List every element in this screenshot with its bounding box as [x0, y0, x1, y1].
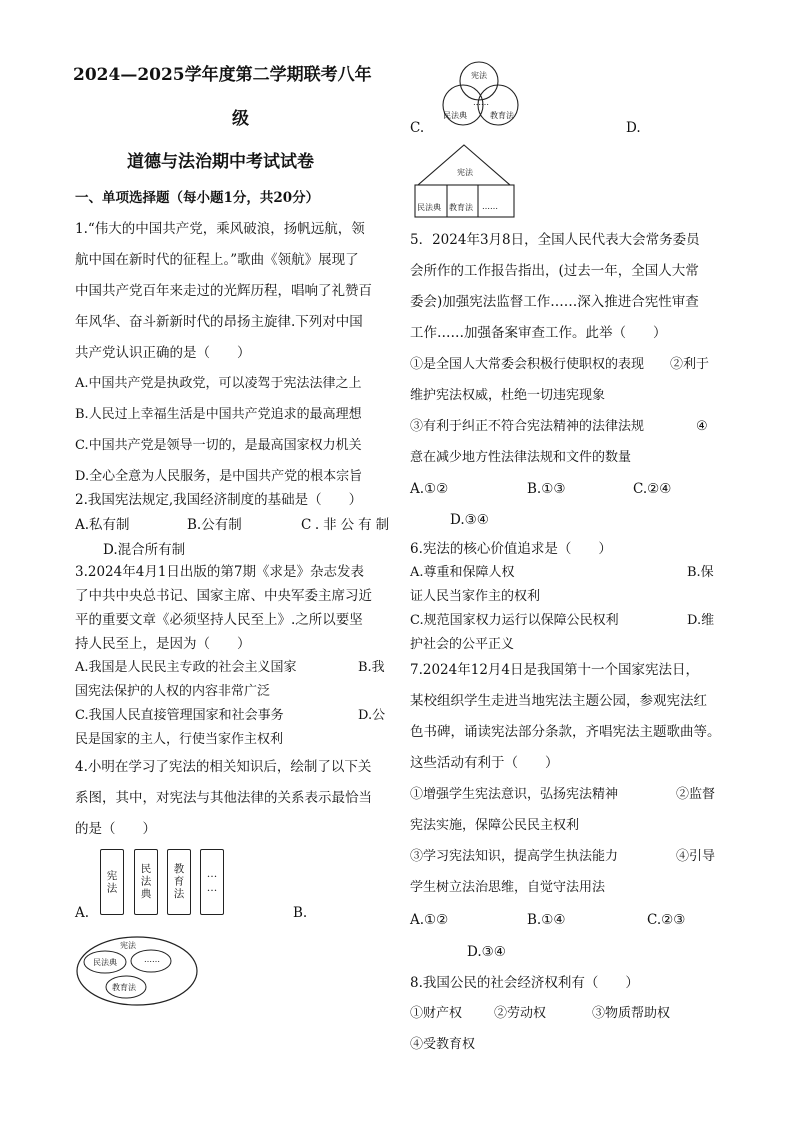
q1-stem-line: 航中国在新时代的征程上。”歌曲《领航》展现了 — [75, 252, 359, 268]
q5-stem-line: 5．2024年3月8日，全国人民代表大会常务委员 — [410, 232, 700, 248]
q4-d-others: …… — [482, 202, 498, 211]
q2-option-a: A.私有制 — [75, 517, 130, 533]
q4-c-constitution: 宪法 — [471, 71, 487, 80]
q7-statement-2: ②监督 — [676, 787, 716, 802]
q4-diagram-b — [75, 935, 199, 1007]
q8-statement-1: ①财产权 — [410, 1006, 463, 1021]
q2-option-c: C.非公有制 — [301, 517, 394, 533]
q4-option-b-label: B. — [293, 905, 308, 921]
q5-stem-line: 工作……加强备案审查工作。此举（ ） — [410, 325, 667, 341]
q1-option-c: C.中国共产党是领导一切的，是最高国家权力机关 — [75, 438, 362, 453]
q7-option-d: D.③④ — [467, 944, 506, 960]
q8-statement-4: ④受教育权 — [410, 1037, 476, 1052]
q4-d-constitution: 宪法 — [457, 168, 473, 177]
q1-option-d: D.全心全意为人民服务，是中国共产党的根本宗旨 — [75, 469, 363, 484]
q1-stem-line: 年风华、奋斗新新时代的昂扬主旋律.下列对中国 — [75, 314, 363, 330]
q1-stem-line: 1.“伟大的中国共产党，乘风破浪，扬帆远航，领 — [75, 221, 365, 237]
q7-option-b: B.①④ — [527, 912, 566, 928]
q1-stem-line: 共产党认识正确的是（ ） — [75, 345, 251, 361]
q4-c-education-law: 教育法 — [490, 111, 514, 120]
q8-statement-3: ③物质帮助权 — [592, 1006, 671, 1021]
q4-b-education-law: 教育法 — [112, 983, 136, 992]
q6-option-b: B.保 — [687, 565, 714, 580]
q4-d-education-law: 教育法 — [449, 203, 473, 212]
q3-option-d-cont: 民是国家的主人，行使当家作主权利 — [75, 732, 284, 747]
q5-option-a: A.①② — [410, 481, 449, 497]
q4-d-civil-code: 民法典 — [417, 203, 441, 212]
exam-title-line2: 级 — [232, 109, 249, 129]
exam-subtitle: 道德与法治期中考试试卷 — [127, 152, 314, 172]
q5-statement-3: ③有利于纠正不符合宪法精神的法律法规 — [410, 419, 645, 434]
q2-option-b: B.公有制 — [187, 517, 242, 533]
q4-box-others: …… — [200, 849, 224, 915]
q5-statement-2: ②利于 — [670, 357, 710, 372]
q7-statement-2-cont: 宪法实施，保障公民民主权利 — [410, 818, 580, 833]
q4-stem-line: 系图，其中，对宪法与其他法律的关系表示最恰当 — [75, 790, 372, 806]
q3-stem-line: 平的重要文章《必须坚持人民至上》.之所以要坚 — [75, 612, 363, 628]
q3-option-a: A.我国是人民民主专政的社会主义国家 — [75, 660, 297, 675]
q7-statement-1: ①增强学生宪法意识，弘扬宪法精神 — [410, 787, 619, 802]
q7-statement-3: ③学习宪法知识，提高学生执法能力 — [410, 849, 619, 864]
q5-option-d: D.③④ — [450, 512, 489, 528]
q8-stem: 8.我国公民的社会经济权利有（ ） — [410, 975, 639, 991]
q6-option-d: D.维 — [687, 613, 715, 628]
q3-stem-line: 了中共中央总书记、国家主席、中央军委主席习近 — [75, 588, 372, 604]
q4-stem-line: 4.小明在学习了宪法的相关知识后，绘制了以下关 — [75, 759, 372, 775]
q7-option-a: A.①② — [410, 912, 449, 928]
q5-option-c: C.②④ — [633, 481, 672, 497]
q6-option-d-cont: 护社会的公平正义 — [410, 637, 515, 652]
q3-option-c: C.我国人民直接管理国家和社会事务 — [75, 708, 284, 723]
q5-stem-line: 委会)加强宪法监督工作……深入推进合宪性审查 — [410, 294, 699, 310]
q4-box-constitution: 宪法 — [100, 849, 124, 915]
q4-box-education-law: 教育法 — [167, 849, 191, 915]
q5-stem-line: 会所作的工作报告指出，(过去一年，全国人大常 — [410, 263, 699, 279]
q3-option-b-cont: 国宪法保护的人权的内容非常广泛 — [75, 684, 271, 699]
q2-option-d: D.混合所有制 — [103, 542, 186, 558]
q5-option-b: B.①③ — [527, 481, 566, 497]
q4-option-a-label: A. — [75, 905, 90, 921]
q6-option-a: A.尊重和保障人权 — [410, 565, 515, 580]
q1-option-b: B.人民过上幸福生活是中国共产党追求的最高理想 — [75, 407, 362, 422]
q8-statement-2: ②劳动权 — [494, 1006, 547, 1021]
q2-stem: 2.我国宪法规定,我国经济制度的基础是（ ） — [75, 492, 363, 508]
q7-stem-line: 7.2024年12月4日是我国第十一个国家宪法日， — [410, 662, 700, 678]
q5-statement-4-cont: 意在减少地方性法律法规和文件的数量 — [410, 450, 632, 465]
q6-option-c: C.规范国家权力运行以保障公民权利 — [410, 613, 619, 628]
q5-statement-1: ①是全国人大常委会积极行使职权的表现 — [410, 357, 645, 372]
q5-statement-4: ④ — [696, 419, 708, 434]
q7-option-c: C.②③ — [647, 912, 686, 928]
q4-option-d-label: D. — [626, 120, 641, 136]
section1-heading: 一、单项选择题（每小题1分，共20分） — [75, 190, 320, 206]
q6-stem: 6.宪法的核心价值追求是（ ） — [410, 541, 612, 557]
q4-b-others: …… — [144, 955, 160, 964]
q4-box-civil-code: 民法典 — [134, 849, 158, 915]
q5-statement-2-cont: 维护宪法权威，杜绝一切违宪现象 — [410, 388, 606, 403]
q3-stem-line: 3.2024年4月1日出版的第7期《求是》杂志发表 — [75, 564, 365, 580]
q7-stem-line: 某校组织学生走进当地宪法主题公园，参观宪法红 — [410, 693, 707, 709]
q7-stem-line: 色书碑，诵读宪法部分条款，齐唱宪法主题歌曲等。 — [410, 724, 721, 740]
q7-statement-4: ④引导 — [676, 849, 716, 864]
q3-stem-line: 持人民至上，是因为（ ） — [75, 636, 251, 652]
q4-stem-line: 的是（ ） — [75, 821, 156, 837]
q1-option-a: A.中国共产党是执政党，可以凌驾于宪法法律之上 — [75, 376, 362, 391]
q3-option-d: D.公 — [358, 708, 386, 723]
q4-option-c-label: C. — [410, 120, 425, 136]
q7-stem-line: 这些活动有利于（ ） — [410, 755, 559, 771]
q3-option-b: B.我 — [358, 660, 385, 675]
q7-statement-4-cont: 学生树立法治思维，自觉守法用法 — [410, 880, 606, 895]
q4-b-civil-code: 民法典 — [93, 958, 117, 967]
q4-b-constitution: 宪法 — [120, 941, 136, 950]
q4-c-civil-code: 民法典 — [443, 111, 467, 120]
q6-option-b-cont: 证人民当家作主的权利 — [410, 589, 541, 604]
q1-stem-line: 中国共产党百年来走过的光辉历程，唱响了礼赞百 — [75, 283, 372, 299]
exam-title-line1: 2024—2025学年度第二学期联考八年 — [73, 65, 372, 85]
q4-c-others: …… — [473, 98, 489, 107]
